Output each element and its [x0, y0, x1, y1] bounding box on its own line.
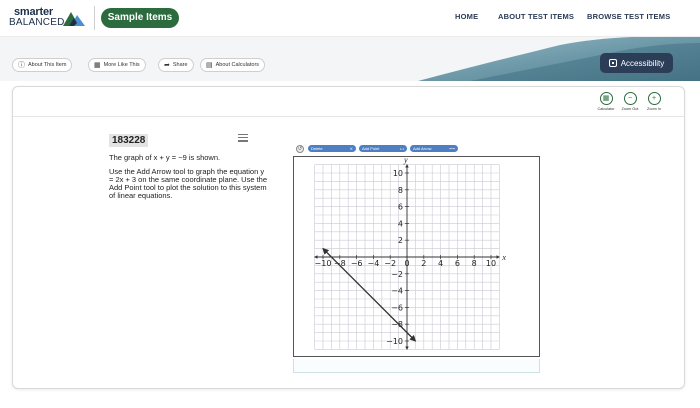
y-tick-label: −2: [391, 269, 403, 279]
nav-about-test-items-link[interactable]: ABOUT TEST ITEMS: [498, 12, 575, 21]
y-tick-label: 2: [397, 236, 403, 246]
delete-label: Delete: [311, 146, 323, 151]
x-tick-label: 10: [485, 259, 497, 268]
smarter-balanced-logo[interactable]: [9, 6, 85, 30]
x-axis-label: x: [502, 253, 506, 262]
top-navigation-bar: [0, 0, 700, 37]
coordinate-plane[interactable]: [294, 157, 539, 356]
graphing-area[interactable]: [293, 156, 540, 357]
add-point-label: Add Point: [362, 146, 380, 151]
calculator-icon: ▦: [600, 92, 613, 105]
x-tick-label: −10: [314, 259, 332, 268]
calculator-icon: ▤: [206, 62, 213, 69]
graph-footer: [293, 359, 540, 373]
info-icon: ⓘ: [18, 62, 25, 69]
accessibility-icon: [609, 59, 617, 67]
item-prompt: [109, 154, 269, 205]
y-tick-label: −4: [391, 286, 403, 296]
header-divider: [94, 6, 95, 30]
delete-icon: ⨯: [349, 146, 353, 151]
about-calculators-label: About Calculators: [215, 62, 260, 68]
share-icon: ➦: [164, 62, 170, 69]
accessibility-label: Accessibility: [620, 58, 665, 68]
y-tick-label: 6: [397, 202, 403, 212]
zoom-out-icon: −: [624, 92, 637, 105]
add-arrow-label: Add Arrow: [413, 146, 432, 151]
more-like-this-label: More Like This: [103, 62, 140, 68]
about-this-item-label: About This Item: [28, 62, 67, 68]
share-label: Share: [172, 62, 188, 68]
accessibility-button[interactable]: [600, 53, 673, 73]
zoom-in-tool-label: Zoom In: [647, 107, 661, 111]
logo-mark-icon: [63, 10, 85, 26]
nav-browse-test-items-link[interactable]: BROWSE TEST ITEMS: [587, 12, 671, 21]
y-axis-label: y: [404, 157, 408, 165]
calculator-tool-label: Calculator: [597, 107, 615, 111]
nav-home-link[interactable]: HOME: [455, 12, 479, 21]
zoom-out-tool-label: Zoom Out: [621, 107, 639, 111]
x-tick-label: −2: [384, 259, 397, 268]
item-id-label: 183228: [109, 134, 148, 147]
delete-button[interactable]: [308, 145, 356, 152]
y-tick-label: 4: [397, 219, 403, 229]
x-tick-label: 0: [404, 259, 410, 268]
item-card: [12, 86, 685, 389]
logo-text-balanced: BALANCED: [9, 17, 65, 28]
prompt-paragraph-2: Use the Add Arrow tool to graph the equation y = 2x + 3 on the same coordinate plane. Use the Add Point tool to plot the solution to this system of linear equations.: [109, 166, 268, 200]
prompt-paragraph-1: The graph of x + y = −9 is shown.: [109, 153, 221, 162]
calculator-tool[interactable]: [596, 92, 616, 111]
y-tick-label: −10: [386, 337, 403, 346]
about-this-item-button[interactable]: [12, 58, 72, 72]
undo-icon[interactable]: ↺: [297, 146, 303, 152]
y-tick-label: 8: [397, 185, 403, 195]
more-like-this-button[interactable]: [88, 58, 146, 72]
grid-icon: ▦: [94, 62, 101, 69]
hamburger-menu-icon[interactable]: [238, 134, 248, 144]
add-arrow-button[interactable]: [410, 145, 458, 152]
add-point-button[interactable]: [359, 145, 407, 152]
x-tick-label: 8: [471, 259, 477, 268]
y-tick-label: −6: [391, 303, 403, 313]
x-tick-label: −4: [367, 259, 380, 268]
add-arrow-icon: ⟷: [449, 146, 455, 151]
x-tick-label: −8: [333, 259, 346, 268]
x-tick-label: 2: [421, 259, 427, 268]
y-tick-label: 10: [392, 169, 403, 178]
about-calculators-button[interactable]: [200, 58, 265, 72]
sample-items-button[interactable]: Sample Items: [101, 8, 179, 28]
zoom-out-tool[interactable]: [620, 92, 640, 111]
zoom-in-icon: +: [648, 92, 661, 105]
x-tick-label: 4: [438, 259, 444, 268]
hero-band: [0, 37, 700, 81]
add-point-icon: •-•: [399, 146, 404, 151]
share-button[interactable]: [158, 58, 194, 72]
item-tools-bar: [13, 87, 684, 117]
zoom-in-tool[interactable]: [644, 92, 664, 111]
logo-text-smarter: smarter: [14, 6, 53, 18]
x-tick-label: −6: [350, 259, 363, 268]
y-tick-label: −8: [391, 320, 403, 330]
x-tick-label: 6: [454, 259, 460, 268]
